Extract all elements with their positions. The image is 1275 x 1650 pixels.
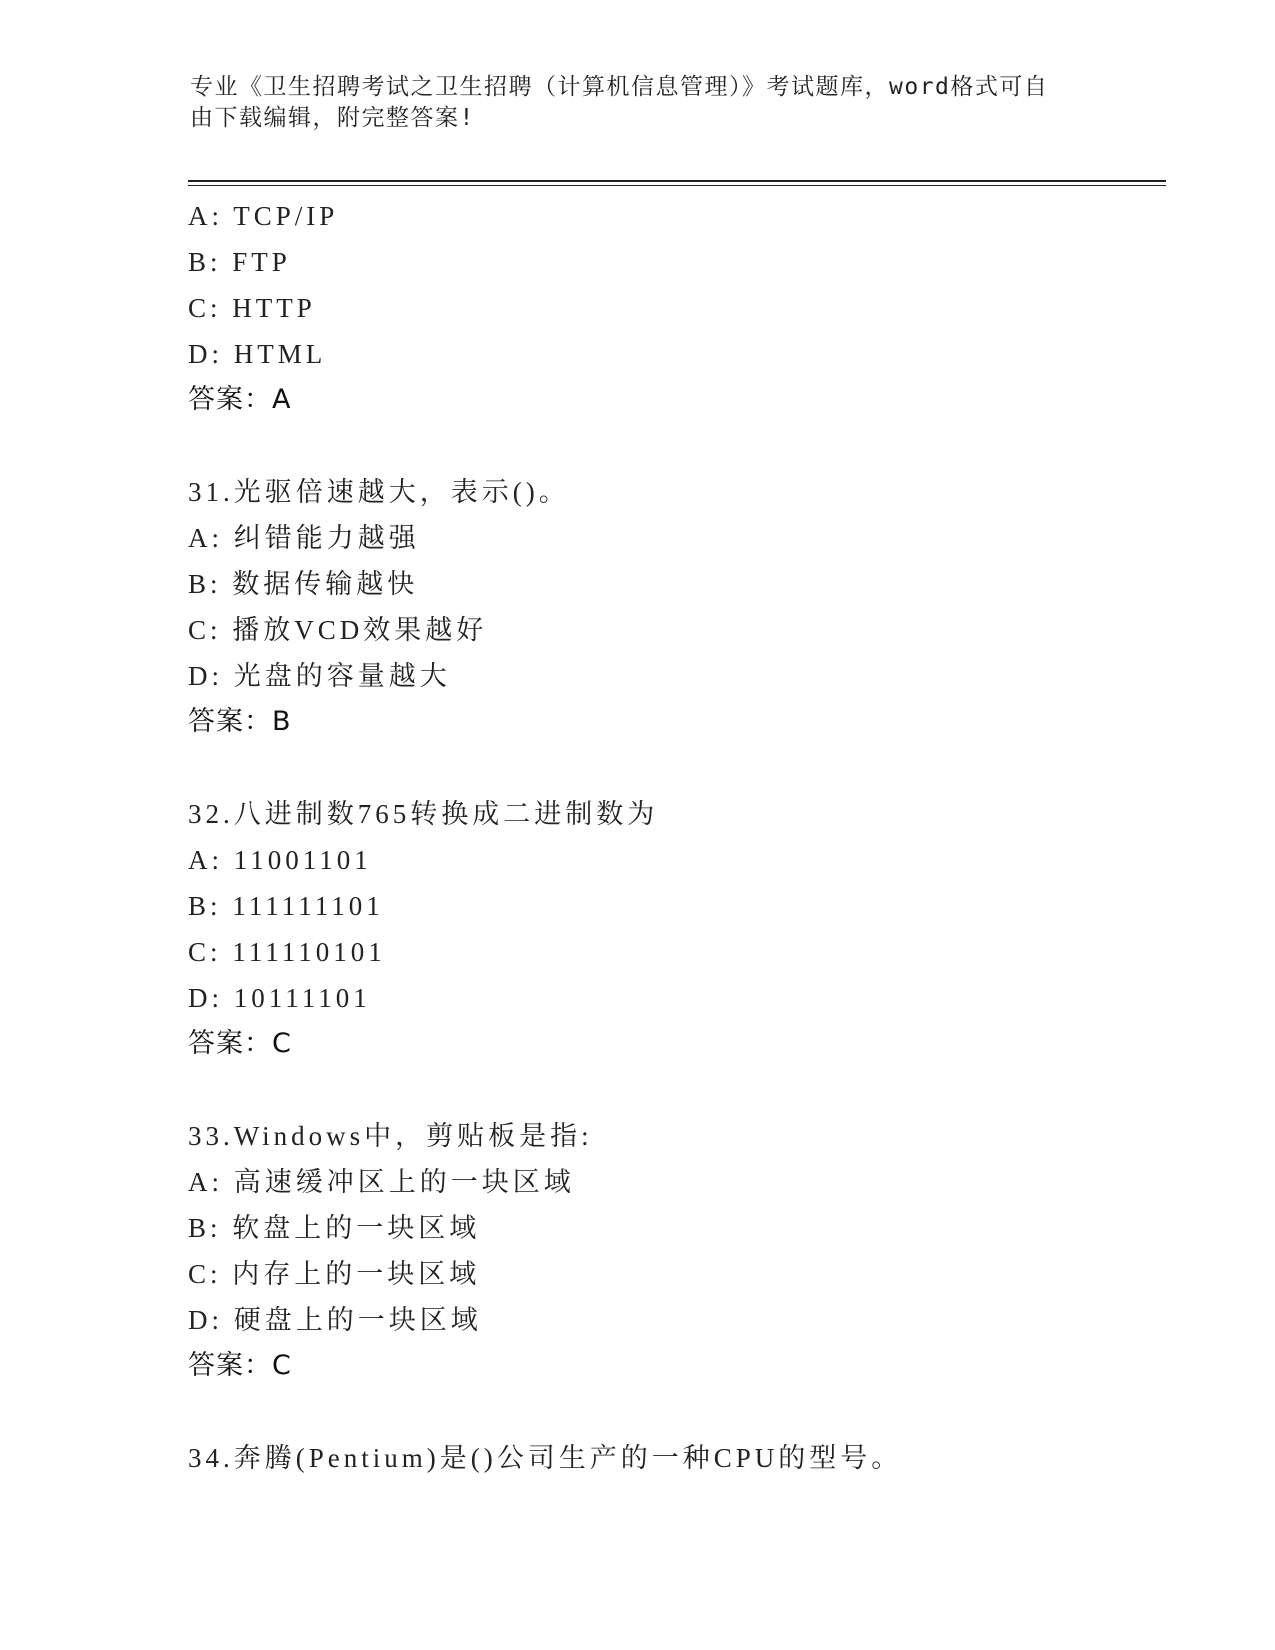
answer-line: 答案：A (188, 384, 292, 415)
answer-line: 答案：C (188, 1028, 292, 1059)
question-block-31 (188, 469, 1168, 745)
answer-line: 答案：C (188, 1350, 292, 1381)
block-spacer (188, 423, 1168, 469)
option-b: B: 数据传输越快 (188, 569, 419, 599)
header-line-1: 专业《卫生招聘考试之卫生招聘（计算机信息管理）》考试题库，word格式可自 (190, 74, 1049, 100)
question-text: 34.奔腾(Pentium)是()公司生产的一种CPU的型号。 (188, 1443, 903, 1473)
question-block-34 (188, 1435, 1168, 1481)
question-block-32 (188, 791, 1168, 1067)
option-c: C: 111110101 (188, 937, 386, 967)
option-c: C: 播放VCD效果越好 (188, 615, 488, 645)
block-spacer (188, 1067, 1168, 1113)
question-text: 33.Windows中，剪贴板是指: (188, 1121, 593, 1151)
answer-line: 答案：B (188, 706, 292, 737)
question-block-30 (188, 193, 1168, 423)
header-divider-thick (188, 180, 1166, 182)
option-d: D: 10111101 (188, 983, 371, 1013)
option-d: D: 光盘的容量越大 (188, 661, 451, 691)
option-a: A: 11001101 (188, 845, 372, 875)
option-a: A: 纠错能力越强 (188, 523, 420, 553)
block-spacer (188, 1389, 1168, 1435)
header-divider-thin (188, 185, 1166, 186)
option-b: B: 软盘上的一块区域 (188, 1213, 481, 1243)
question-text: 32.八进制数765转换成二进制数为 (188, 799, 659, 829)
option-a: A: 高速缓冲区上的一块区域 (188, 1167, 575, 1197)
option-c: C: HTTP (188, 293, 316, 323)
option-b: B: FTP (188, 247, 291, 277)
block-spacer (188, 745, 1168, 791)
document-header (190, 72, 1090, 134)
option-b: B: 111111101 (188, 891, 384, 921)
question-text: 31.光驱倍速越大，表示()。 (188, 477, 570, 507)
option-c: C: 内存上的一块区域 (188, 1259, 481, 1289)
question-block-33 (188, 1113, 1168, 1389)
option-d: D: 硬盘上的一块区域 (188, 1305, 482, 1335)
question-list (188, 193, 1168, 1481)
option-d: D: HTML (188, 339, 327, 369)
header-line-2: 由下载编辑，附完整答案! (190, 105, 475, 131)
option-a: A: TCP/IP (188, 201, 339, 231)
